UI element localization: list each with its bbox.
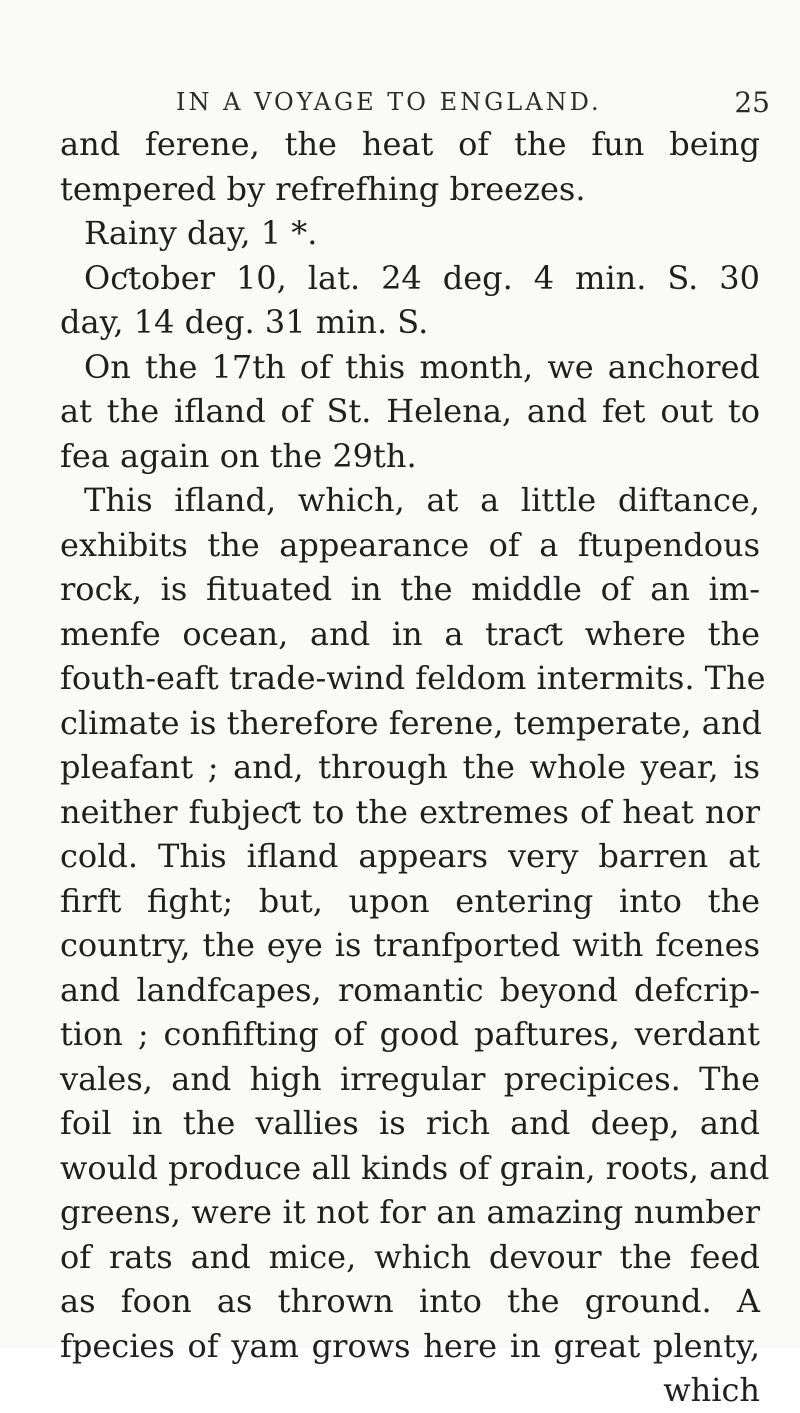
text-line: This ifland, which, at a little diftance, [84,481,760,519]
text-line: tion ; confifting of good paftures, verdant [60,1015,760,1053]
text-line: pleafant ; and, through the whole year, is [60,748,760,786]
text-line: firft fight; but, upon entering into the [60,881,760,920]
page-number: 25 [734,86,770,119]
text-line: country, the eye is tranfported with fcenes [60,926,760,964]
text-line: neither fubjeƈt to the extremes of heat nor [60,792,760,831]
text-line: greens, were it not for an amazing number [60,1193,760,1231]
text-line: at the ifland of St. Helena, and fet out to [60,392,760,430]
running-head [140,84,770,124]
text-line: rock, is fituated in the middle of an im- [60,570,760,608]
text-line: day, 14 deg. 31 min. S. [60,303,429,341]
text-line: tempered by refrefhing breezes. [60,169,586,208]
text-line: cold. This ifland appears very barren at [60,837,760,875]
text-line: as foon as thrown into the ground. A [60,1282,760,1320]
running-title: IN A VOYAGE TO ENGLAND. [176,88,602,116]
text-line: and landfcapes, romantic beyond defcrip- [60,970,760,1009]
text-line: foil in the vallies is rich and deep, and [60,1104,760,1142]
text-line: fpecies of yam grows here in great plenty, [60,1326,760,1365]
text-line: would produce all kinds of grain, roots, and [60,1148,770,1187]
text-line: On the 17th of this month, we anchored [84,347,760,386]
text-line: exhibits the appearance of a ftupendous [60,525,760,564]
text-line: Oƈtober 10, lat. 24 deg. 4 min. S. 30 [84,258,760,297]
text-line: Rainy day, 1 *. [84,214,318,252]
catchword: which [663,1371,760,1409]
text-line: fea again on the 29th. [60,436,417,475]
text-line: climate is therefore ferene, temperate, and [60,703,762,742]
text-line: of rats and mice, which devour the feed [60,1237,760,1276]
text-line: and ferene, the heat of the fun being [60,125,760,163]
text-line: fouth-eaft trade-wind feldom intermits. The [60,659,766,697]
body-text [60,122,770,1413]
text-line: vales, and high irregular precipices. The [60,1059,760,1098]
text-line: menfe ocean, and in a traƈt where the [60,614,760,653]
